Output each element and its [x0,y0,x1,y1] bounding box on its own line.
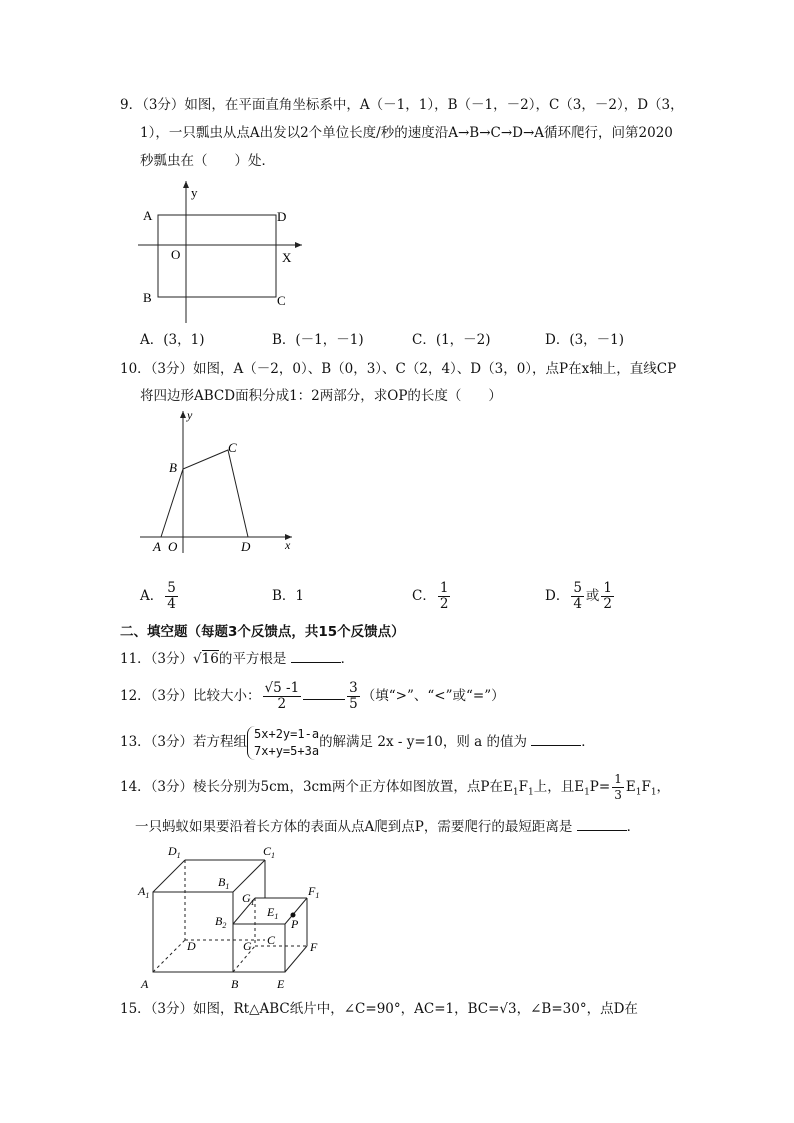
q9-label-A: A [143,208,153,223]
q10-label-O: O [168,539,178,554]
svg-text:B: B [231,977,239,991]
q13: 13．（3分）若方程组 5x+2y=1-a 7x+y=5+3a 的解满足 2x - y=10，则 a 的值为 ． [120,726,595,758]
svg-text:C1: $C_1$ [263,844,276,860]
svg-text:F1: $F_1$ [308,884,320,900]
q9-stem-line1: 9．（3分）如图，在平面直角坐标系中，A（－1，1），B（－1，－2），C（3，－2），D（3， [120,97,684,113]
svg-text:G: G [243,939,252,953]
q14-answer-blank[interactable] [577,818,627,831]
svg-text:A1: $A_1$ [138,884,150,900]
svg-text:B1: $B_1$ [218,875,230,891]
q14-figure [135,840,335,995]
q9-label-x: X [282,250,292,265]
q9-option-d: D．(3，－1) [545,332,625,348]
svg-text:E: E [277,977,285,991]
svg-text:E1: $E_1$ [267,905,279,921]
q10-stem-line1: 10．（3分）如图，A（－2，0）、B（0，3）、C（2，4）、D（3，0），点P在x轴上，直线CP [120,361,677,377]
svg-text:C: C [267,933,276,947]
q9-label-y: y [191,185,198,200]
svg-text:D: D [187,939,196,953]
q11-answer-blank[interactable] [291,650,341,663]
q14-stem-line2: 一只蚂蚁如果要沿着长方体的表面从点A爬到点P，需要爬行的最短距离是 ． [135,819,641,835]
svg-text:P: P [291,917,299,931]
q12: 12．（3分）比较大小： $\frac{√5 -1}{2}$ $\frac{3}{5}$ （填“>”、“<”或“=”） [120,680,505,712]
q9-option-b: B．(－1，－1) [272,332,364,348]
q10-option-b: B．1 [272,588,305,604]
q10-stem-line2: 将四边形ABCD面积分成1：2两部分，求OP的长度（ ） [140,388,502,404]
q9-label-D: D [277,209,287,224]
q10-figure [135,405,305,555]
q14-stem-line1: 14．（3分）棱长分别为5cm，3cm两个正方体如图放置，点P在$E_1F_1$上，且$E_1P=$ $\frac{1}{3}$ $E_1F_1$， [120,772,671,802]
q10-option-d: D． $\frac{5}{4}$ 或 $\frac{1}{2}$ [545,580,613,612]
q10-option-c: C． $\frac{1}{2}$ [412,580,449,612]
q9-label-C: C [277,293,286,308]
section-title-fill-in: 二、填空题（每题3个反馈点，共15个反馈点） [120,624,405,640]
q12-answer-blank[interactable] [303,687,345,700]
svg-text:D1: $D_1$ [168,844,181,860]
svg-text:G1: $G_1$ [242,891,255,907]
q9-stem-line2: 1），一只瓢虫从点A出发以2个单位长度/秒的速度沿A→B→C→D→A循环爬行，问第2020 [140,125,673,141]
q9-label-O: O [171,247,181,262]
svg-text:F: F [310,940,318,954]
q9-option-a: A．(3，1) [140,332,205,348]
svg-text:A: A [141,977,149,991]
q9-stem-line3: 秒瓢虫在（ ）处． [140,153,275,169]
q9-option-c: C．(1，－2) [412,332,491,348]
q10-label-B: B [169,460,177,475]
q10-label-C: C [228,440,237,455]
q10-label-D: D [241,539,251,554]
svg-text:B2: $B_2$ [215,914,227,930]
q10-option-a: A． $\frac{5}{4}$ [140,580,176,612]
q9-figure [130,175,320,325]
q15-stem-line1: 15．（3分）如图，Rt△ABC纸片中，∠C=90°，AC=1，BC=√3，∠B=30°，点D在 [120,1001,638,1017]
q11: 11．（3分）√16的平方根是 ． [120,651,355,667]
q13-answer-blank[interactable] [531,733,581,746]
q9-label-B: B [143,290,152,305]
q10-label-A: A [153,539,161,554]
q10-label-x: x [285,538,291,552]
q10-label-y: y [187,408,193,422]
